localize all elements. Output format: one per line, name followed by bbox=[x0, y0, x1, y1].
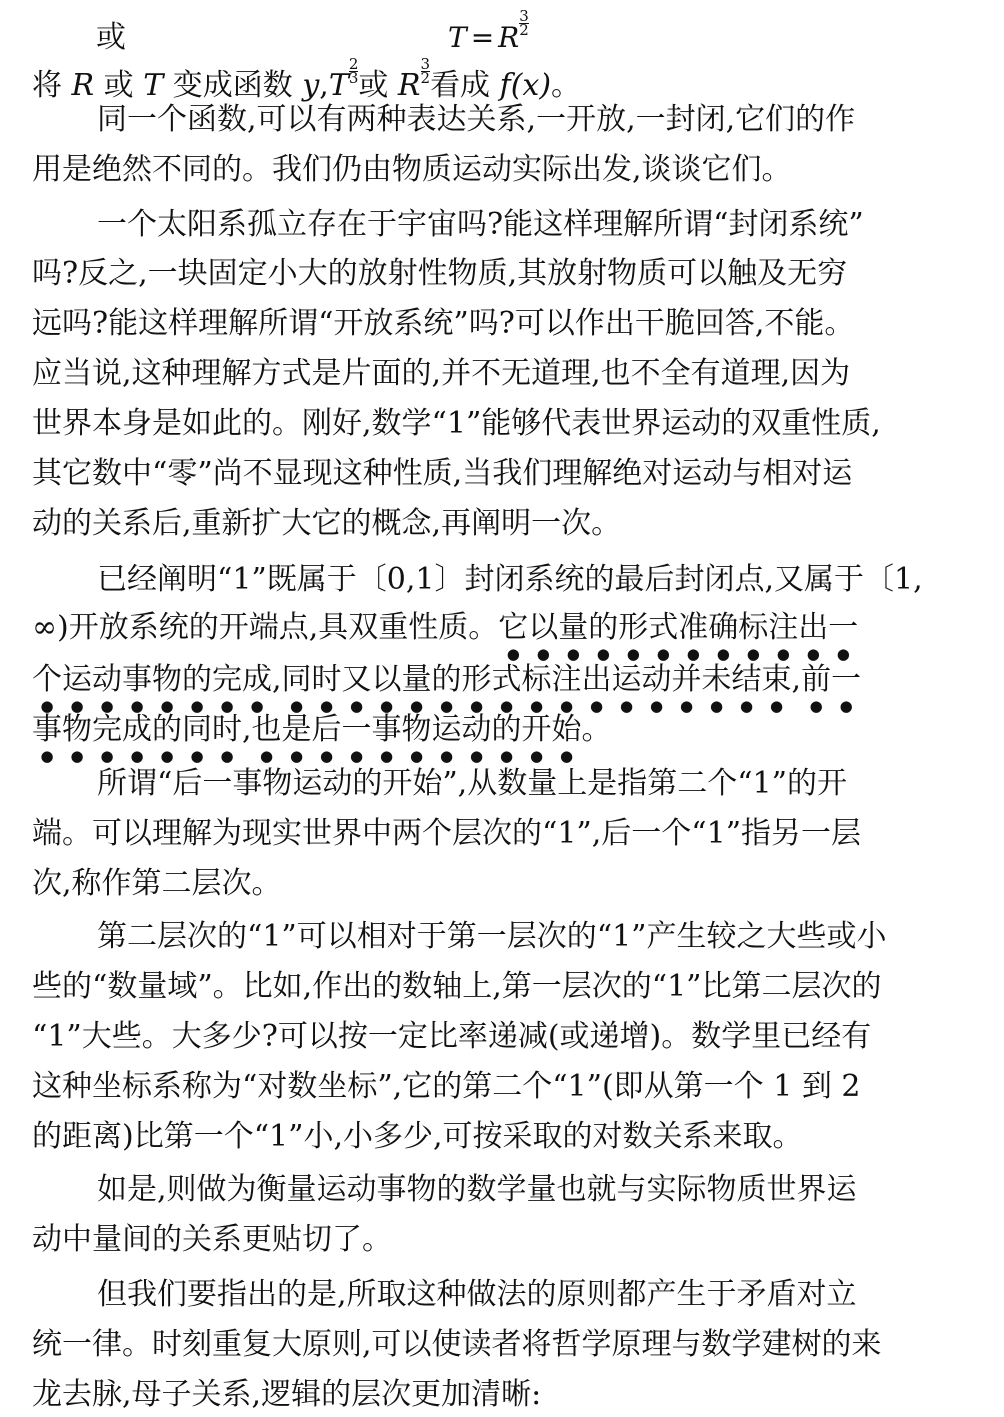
text-segment: 或 bbox=[94, 68, 144, 103]
emphasized-text: 它以量的形式准确标注出一 bbox=[498, 610, 859, 645]
emphasized-text-line: 事物完成的同时,也是后一事物运动的开始。 bbox=[32, 712, 612, 747]
paragraph-line: 的距离)比第一个“1”小,小多少,可按采取的对数关系来取。 bbox=[32, 1119, 803, 1154]
paragraph-line: 龙去脉,母子关系,逻辑的层次更加清晰: bbox=[32, 1377, 542, 1412]
exponent-3-2 bbox=[420, 55, 431, 87]
text-segment: 变成函数 bbox=[163, 68, 303, 103]
formula-exponent bbox=[519, 7, 529, 39]
formula-exp-denominator: 2 bbox=[519, 21, 529, 39]
exp-numerator: 3 bbox=[420, 55, 431, 73]
math-var-r: R bbox=[71, 68, 95, 103]
text-segment: 或 bbox=[358, 68, 398, 103]
paragraph-line: 其它数中“零”尚不显现这种性质,当我们理解绝对运动与相对运 bbox=[32, 456, 853, 491]
paragraph-line: 同一个函数,可以有两种表达关系,一开放,一封闭,它们的作 bbox=[97, 102, 856, 137]
text-segment: , bbox=[319, 68, 329, 103]
paragraph-line: 吗?反之,一块固定小大的放射性物质,其放射物质可以触及无穷 bbox=[32, 256, 848, 291]
formula-equals: = bbox=[470, 21, 495, 54]
paragraph-line: 应当说,这种理解方式是片面的,并不无道理,也不全有道理,因为 bbox=[32, 356, 851, 391]
text-segment: ∞)开放系统的开端点,具双重性质。 bbox=[32, 610, 499, 645]
paragraph-line: 所谓“后一事物运动的开始”,从数量上是指第二个“1”的开 bbox=[97, 766, 847, 801]
formula-rhs: R bbox=[498, 21, 520, 54]
paragraph-line: 动的关系后,重新扩大它的概念,再阐明一次。 bbox=[32, 506, 622, 541]
paragraph-line: 世界本身是如此的。刚好,数学“1”能够代表世界运动的双重性质, bbox=[32, 406, 881, 441]
exp-denominator: 2 bbox=[420, 69, 431, 87]
paragraph-line: 这种坐标系称为“对数坐标”,它的第二个“1”(即从第一个 1 到 2 bbox=[32, 1069, 861, 1104]
exponent-2-3 bbox=[348, 55, 359, 87]
paragraph-line: 端。可以理解为现实世界中两个层次的“1”,后一个“1”指另一层 bbox=[32, 816, 862, 851]
paragraph-line: 统一律。时刻重复大原则,可以使读者将哲学原理与数学建树的来 bbox=[32, 1327, 882, 1362]
math-var-t: T bbox=[143, 68, 164, 103]
emphasized-text-line: 个运动事物的完成,同时又以量的形式标注出运动并未结束,前一 bbox=[32, 662, 862, 697]
paragraph-line: 一个太阳系孤立存在于宇宙吗?能这样理解所谓“封闭系统” bbox=[97, 207, 864, 242]
exp-numerator: 2 bbox=[348, 55, 359, 73]
paragraph-line-emphasis bbox=[0, 606, 1004, 663]
paragraph-line: 次,称作第二层次。 bbox=[32, 866, 282, 901]
paragraph-line: “1”大些。大多少?可以按一定比率递减(或递增)。数学里已经有 bbox=[32, 1019, 872, 1054]
paragraph-line: 如是,则做为衡量运动事物的数学量也就与实际物质世界运 bbox=[97, 1172, 857, 1207]
math-fx: f(x) bbox=[499, 68, 552, 103]
paragraph-line: 第二层次的“1”可以相对于第一层次的“1”产生较之大些或小 bbox=[97, 919, 887, 954]
exp-denominator: 3 bbox=[348, 69, 359, 87]
text-segment: 看成 bbox=[430, 68, 500, 103]
paragraph-line: 已经阐明“1”既属于〔0,1〕封闭系统的最后封闭点,又属于〔1, bbox=[97, 562, 923, 597]
math-var-y: y bbox=[302, 68, 320, 103]
formula-exp-numerator: 3 bbox=[519, 7, 529, 25]
text-segment: 。 bbox=[551, 68, 582, 103]
formula-lhs: T bbox=[448, 21, 467, 54]
math-var-r: R bbox=[397, 68, 421, 103]
paragraph-line: 用是绝然不同的。我们仍由物质运动实际出发,谈谈它们。 bbox=[32, 152, 792, 187]
paragraph-line: 动中量间的关系更贴切了。 bbox=[32, 1222, 392, 1257]
paragraph-line: 远吗?能这样理解所谓“开放系统”吗?可以作出干脆回答,不能。 bbox=[32, 306, 855, 341]
formula-t-equals-r bbox=[448, 7, 529, 56]
math-var-t: T bbox=[328, 68, 349, 103]
paragraph-line: 但我们要指出的是,所取这种做法的原则都产生于矛盾对立 bbox=[97, 1277, 857, 1312]
text-segment: 将 bbox=[32, 68, 72, 103]
or-word: 或 bbox=[96, 20, 126, 55]
paragraph-line: 些的“数量域”。比如,作出的数轴上,第一层次的“1”比第二层次的 bbox=[32, 969, 882, 1004]
